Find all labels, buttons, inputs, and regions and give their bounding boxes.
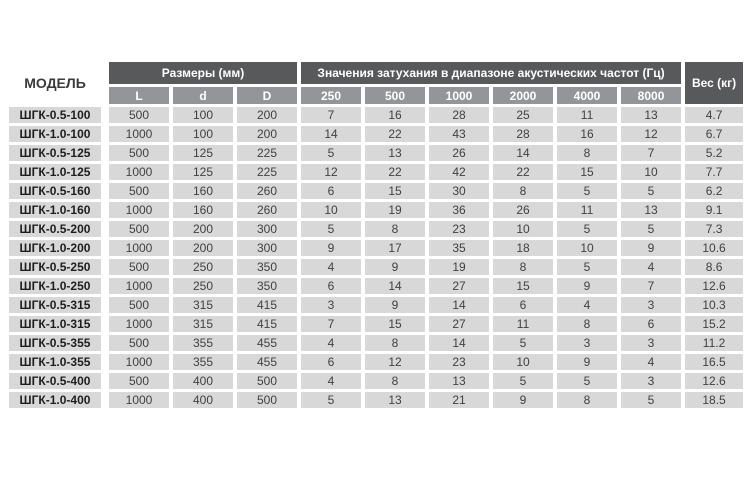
attenuation-cell: 5: [621, 183, 681, 199]
model-cell: ШГК-1.0-125: [9, 164, 105, 180]
table-row: [9, 335, 743, 351]
attenuation-cell: 10: [493, 221, 553, 237]
dimension-cell: 415: [237, 316, 297, 332]
dimension-cell: 1000: [109, 164, 169, 180]
weight-cell: 11.2: [685, 335, 743, 351]
attenuation-cell: 4: [301, 259, 361, 275]
dimension-column-header: L: [109, 87, 169, 104]
frequency-column-header: 4000: [557, 87, 617, 104]
dimension-cell: 400: [173, 373, 233, 389]
attenuation-cell: 27: [429, 316, 489, 332]
dimension-cell: 225: [237, 145, 297, 161]
weight-cell: 6.2: [685, 183, 743, 199]
attenuation-cell: 28: [493, 126, 553, 142]
table-body: [9, 107, 743, 408]
model-cell: ШГК-0.5-160: [9, 183, 105, 199]
dimension-cell: 350: [237, 278, 297, 294]
dimension-cell: 415: [237, 297, 297, 313]
attenuation-cell: 13: [429, 373, 489, 389]
attenuation-cell: 9: [493, 392, 553, 408]
dimension-cell: 260: [237, 202, 297, 218]
attenuation-cell: 10: [301, 202, 361, 218]
attenuation-cell: 13: [365, 392, 425, 408]
dimension-cell: 500: [109, 183, 169, 199]
attenuation-cell: 4: [557, 297, 617, 313]
attenuation-cell: 23: [429, 354, 489, 370]
attenuation-cell: 6: [493, 297, 553, 313]
table-row: [9, 145, 743, 161]
column-group-dimensions: Размеры (мм): [109, 62, 297, 84]
dimension-cell: 500: [237, 373, 297, 389]
dimension-cell: 500: [109, 259, 169, 275]
attenuation-cell: 15: [365, 183, 425, 199]
model-cell: ШГК-0.5-355: [9, 335, 105, 351]
attenuation-cell: 13: [621, 202, 681, 218]
weight-cell: 10.6: [685, 240, 743, 256]
weight-cell: 5.2: [685, 145, 743, 161]
dimension-column-header: D: [237, 87, 297, 104]
weight-cell: 7.3: [685, 221, 743, 237]
group-header-row: [9, 62, 743, 84]
table-row: [9, 202, 743, 218]
frequency-column-header: 250: [301, 87, 361, 104]
attenuation-cell: 13: [621, 107, 681, 123]
table-row: [9, 373, 743, 389]
dimension-cell: 300: [237, 240, 297, 256]
column-group-attenuation: Значения затухания в диапазоне акустических частот (Гц): [301, 62, 681, 84]
attenuation-cell: 14: [429, 297, 489, 313]
table-row: [9, 297, 743, 313]
attenuation-cell: 6: [621, 316, 681, 332]
attenuation-cell: 16: [557, 126, 617, 142]
frequency-column-header: 1000: [429, 87, 489, 104]
dimension-cell: 1000: [109, 316, 169, 332]
attenuation-cell: 5: [301, 392, 361, 408]
table-row: [9, 221, 743, 237]
dimension-cell: 125: [173, 145, 233, 161]
model-cell: ШГК-1.0-160: [9, 202, 105, 218]
attenuation-cell: 9: [557, 278, 617, 294]
attenuation-cell: 18: [493, 240, 553, 256]
attenuation-cell: 6: [301, 354, 361, 370]
frequency-column-header: 2000: [493, 87, 553, 104]
dimension-cell: 1000: [109, 126, 169, 142]
model-cell: ШГК-1.0-100: [9, 126, 105, 142]
attenuation-cell: 6: [301, 183, 361, 199]
dimension-cell: 400: [173, 392, 233, 408]
table-row: [9, 164, 743, 180]
weight-cell: 6.7: [685, 126, 743, 142]
attenuation-cell: 26: [493, 202, 553, 218]
weight-cell: 18.5: [685, 392, 743, 408]
attenuation-cell: 14: [301, 126, 361, 142]
attenuation-cell: 3: [621, 335, 681, 351]
dimension-cell: 160: [173, 202, 233, 218]
attenuation-cell: 28: [429, 107, 489, 123]
column-header-model: МОДЕЛЬ: [9, 62, 105, 104]
dimension-cell: 100: [173, 107, 233, 123]
attenuation-cell: 3: [621, 297, 681, 313]
column-header-weight: Вес (кг): [685, 62, 743, 104]
model-cell: ШГК-0.5-250: [9, 259, 105, 275]
model-cell: ШГК-0.5-200: [9, 221, 105, 237]
attenuation-cell: 7: [621, 278, 681, 294]
dimension-cell: 200: [237, 107, 297, 123]
attenuation-cell: 7: [301, 316, 361, 332]
dimension-cell: 500: [109, 335, 169, 351]
model-cell: ШГК-0.5-100: [9, 107, 105, 123]
attenuation-cell: 19: [429, 259, 489, 275]
attenuation-cell: 14: [365, 278, 425, 294]
attenuation-cell: 5: [493, 373, 553, 389]
table-row: [9, 354, 743, 370]
attenuation-cell: 4: [621, 259, 681, 275]
attenuation-cell: 4: [301, 373, 361, 389]
attenuation-cell: 9: [621, 240, 681, 256]
dimension-cell: 300: [237, 221, 297, 237]
dimension-cell: 500: [109, 107, 169, 123]
model-cell: ШГК-0.5-315: [9, 297, 105, 313]
attenuation-cell: 42: [429, 164, 489, 180]
table-row: [9, 126, 743, 142]
weight-cell: 7.7: [685, 164, 743, 180]
attenuation-cell: 9: [365, 297, 425, 313]
weight-cell: 10.3: [685, 297, 743, 313]
attenuation-cell: 12: [621, 126, 681, 142]
dimension-cell: 315: [173, 316, 233, 332]
attenuation-cell: 14: [493, 145, 553, 161]
attenuation-cell: 10: [621, 164, 681, 180]
attenuation-cell: 27: [429, 278, 489, 294]
attenuation-cell: 25: [493, 107, 553, 123]
attenuation-cell: 19: [365, 202, 425, 218]
dimension-cell: 455: [237, 335, 297, 351]
attenuation-cell: 8: [493, 259, 553, 275]
attenuation-cell: 11: [557, 107, 617, 123]
dimension-cell: 500: [109, 145, 169, 161]
attenuation-cell: 22: [493, 164, 553, 180]
attenuation-cell: 10: [493, 354, 553, 370]
dimension-cell: 125: [173, 164, 233, 180]
dimension-cell: 315: [173, 297, 233, 313]
table-row: [9, 240, 743, 256]
dimension-cell: 500: [109, 221, 169, 237]
attenuation-cell: 9: [301, 240, 361, 256]
attenuation-cell: 5: [301, 221, 361, 237]
attenuation-cell: 35: [429, 240, 489, 256]
attenuation-cell: 7: [301, 107, 361, 123]
weight-cell: 9.1: [685, 202, 743, 218]
weight-cell: 12.6: [685, 373, 743, 389]
table-row: [9, 278, 743, 294]
attenuation-cell: 5: [557, 183, 617, 199]
attenuation-cell: 10: [557, 240, 617, 256]
weight-cell: 15.2: [685, 316, 743, 332]
dimension-cell: 355: [173, 335, 233, 351]
model-cell: ШГК-1.0-400: [9, 392, 105, 408]
model-cell: ШГК-1.0-355: [9, 354, 105, 370]
attenuation-cell: 8: [365, 221, 425, 237]
dimension-cell: 200: [237, 126, 297, 142]
weight-cell: 8.6: [685, 259, 743, 275]
dimension-cell: 200: [173, 221, 233, 237]
model-cell: ШГК-1.0-315: [9, 316, 105, 332]
attenuation-cell: 22: [365, 126, 425, 142]
attenuation-cell: 36: [429, 202, 489, 218]
dimension-cell: 455: [237, 354, 297, 370]
attenuation-cell: 8: [557, 316, 617, 332]
attenuation-cell: 5: [557, 373, 617, 389]
dimension-column-header: d: [173, 87, 233, 104]
frequency-column-header: 500: [365, 87, 425, 104]
silencer-spec-table: [5, 59, 747, 411]
dimension-cell: 500: [109, 297, 169, 313]
dimension-cell: 250: [173, 278, 233, 294]
attenuation-cell: 3: [621, 373, 681, 389]
attenuation-cell: 4: [621, 354, 681, 370]
dimension-cell: 1000: [109, 354, 169, 370]
weight-cell: 4.7: [685, 107, 743, 123]
attenuation-cell: 22: [365, 164, 425, 180]
attenuation-cell: 14: [429, 335, 489, 351]
attenuation-cell: 15: [557, 164, 617, 180]
attenuation-cell: 9: [365, 259, 425, 275]
dimension-cell: 1000: [109, 278, 169, 294]
dimension-cell: 1000: [109, 240, 169, 256]
subheader-row: [9, 87, 743, 104]
model-cell: ШГК-1.0-250: [9, 278, 105, 294]
attenuation-cell: 30: [429, 183, 489, 199]
attenuation-cell: 16: [365, 107, 425, 123]
weight-cell: 12.6: [685, 278, 743, 294]
dimension-cell: 260: [237, 183, 297, 199]
table-row: [9, 107, 743, 123]
dimension-cell: 350: [237, 259, 297, 275]
dimension-cell: 200: [173, 240, 233, 256]
dimension-cell: 500: [109, 373, 169, 389]
model-cell: ШГК-0.5-125: [9, 145, 105, 161]
dimension-cell: 1000: [109, 202, 169, 218]
attenuation-cell: 8: [557, 145, 617, 161]
dimension-cell: 500: [237, 392, 297, 408]
attenuation-cell: 43: [429, 126, 489, 142]
attenuation-cell: 8: [493, 183, 553, 199]
attenuation-cell: 23: [429, 221, 489, 237]
attenuation-cell: 4: [301, 335, 361, 351]
weight-cell: 16.5: [685, 354, 743, 370]
table-row: [9, 316, 743, 332]
attenuation-cell: 15: [365, 316, 425, 332]
attenuation-cell: 5: [301, 145, 361, 161]
attenuation-cell: 26: [429, 145, 489, 161]
model-cell: ШГК-0.5-400: [9, 373, 105, 389]
attenuation-cell: 11: [493, 316, 553, 332]
attenuation-cell: 17: [365, 240, 425, 256]
attenuation-cell: 13: [365, 145, 425, 161]
dimension-cell: 250: [173, 259, 233, 275]
attenuation-cell: 3: [301, 297, 361, 313]
attenuation-cell: 5: [493, 335, 553, 351]
attenuation-cell: 3: [557, 335, 617, 351]
dimension-cell: 1000: [109, 392, 169, 408]
attenuation-cell: 12: [301, 164, 361, 180]
dimension-cell: 225: [237, 164, 297, 180]
attenuation-cell: 12: [365, 354, 425, 370]
attenuation-cell: 8: [365, 335, 425, 351]
model-cell: ШГК-1.0-200: [9, 240, 105, 256]
dimension-cell: 355: [173, 354, 233, 370]
attenuation-cell: 5: [557, 259, 617, 275]
attenuation-cell: 5: [621, 221, 681, 237]
table-row: [9, 183, 743, 199]
attenuation-cell: 5: [557, 221, 617, 237]
attenuation-cell: 11: [557, 202, 617, 218]
dimension-cell: 160: [173, 183, 233, 199]
attenuation-cell: 8: [365, 373, 425, 389]
table-row: [9, 392, 743, 408]
attenuation-cell: 6: [301, 278, 361, 294]
attenuation-cell: 9: [557, 354, 617, 370]
frequency-column-header: 8000: [621, 87, 681, 104]
attenuation-cell: 21: [429, 392, 489, 408]
dimension-cell: 100: [173, 126, 233, 142]
table-header: [9, 62, 743, 104]
attenuation-cell: 5: [621, 392, 681, 408]
attenuation-cell: 15: [493, 278, 553, 294]
attenuation-cell: 7: [621, 145, 681, 161]
attenuation-cell: 8: [557, 392, 617, 408]
table-row: [9, 259, 743, 275]
